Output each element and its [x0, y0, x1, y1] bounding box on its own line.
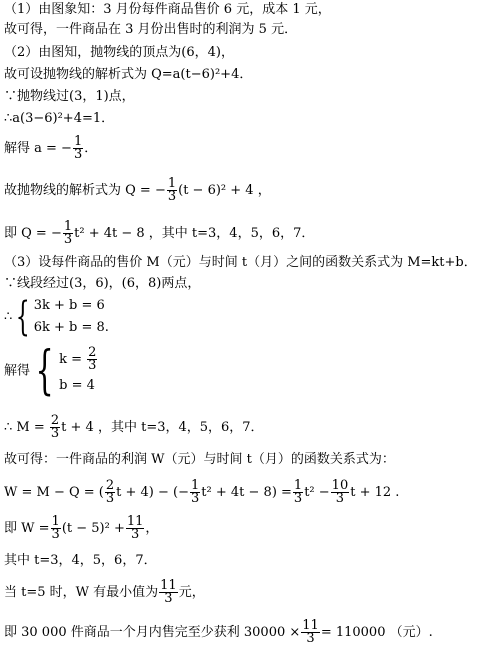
system-2-rows — [59, 345, 98, 397]
fraction-numerator: 1 — [73, 134, 83, 149]
equation-system-1 — [4, 295, 109, 339]
fraction-numerator: 1 — [293, 478, 303, 493]
fraction-numerator: 1 — [63, 219, 73, 234]
part2-line3: ∵抛物线过(3，1)点， — [4, 89, 135, 104]
fraction-numerator: 1 — [191, 478, 200, 493]
final-answer-suffix: = 110000 （元）. — [320, 625, 433, 640]
fraction-numerator: 11 — [160, 578, 177, 593]
fraction-denominator: 3 — [130, 527, 140, 542]
profit-vertex-form — [4, 516, 158, 541]
fraction-denominator: 3 — [164, 591, 173, 606]
derivation-part-c: t² + 4t − 8) = — [201, 485, 292, 500]
fraction-denominator: 3 — [293, 491, 303, 506]
system-2-prefix: 解得 — [4, 363, 31, 379]
derivation-part-d: t² − — [304, 485, 330, 500]
part1-line2: 故可得，一件商品在 3 月份出售时的利润为 5 元． — [4, 22, 298, 37]
fraction-denominator: 3 — [51, 527, 60, 542]
system-1-row-2: 6k + b = 8. — [33, 320, 109, 335]
left-brace: { — [35, 341, 54, 401]
fraction-numerator: 1 — [51, 514, 60, 529]
fraction — [301, 620, 320, 645]
price-prefix: ∴ M = — [4, 420, 45, 435]
fraction — [87, 347, 97, 372]
derivation-part-e: t + 12 . — [350, 485, 400, 500]
fraction-numerator: 2 — [105, 478, 115, 493]
part3-line2: ∵线段经过(3，6)，(6，8)两点， — [4, 276, 201, 291]
part3-domain-line: 其中 t=3，4，5，6，7． — [4, 553, 157, 568]
fraction-denominator: 3 — [73, 147, 83, 162]
solve-a-suffix: ． — [84, 141, 98, 156]
min-value-line — [4, 580, 205, 605]
fraction-denominator: 3 — [105, 491, 115, 506]
part2-parabola-vertex-form — [4, 178, 271, 203]
fraction — [63, 221, 73, 246]
fraction-numerator: 1 — [167, 176, 177, 191]
final-answer-prefix: 即 30 000 件商品一个月内售完至少获利 30000 × — [4, 625, 301, 640]
fraction — [167, 178, 177, 203]
fraction — [293, 480, 303, 505]
fraction — [331, 480, 350, 505]
system-1-rows — [34, 295, 109, 339]
part2-line1: （2）由图知，抛物线的顶点为(6，4)， — [4, 45, 234, 60]
profit-derivation — [4, 480, 399, 505]
part1-line1: （1）由图象知：3 月份每件商品售价 6 元，成本 1 元， — [4, 2, 331, 17]
fraction-denominator: 3 — [191, 491, 200, 506]
fraction — [73, 136, 83, 161]
vertex-form-prefix: 故抛物线的解析式为 Q = − — [4, 183, 166, 198]
vertex-form-suffix: (t − 6)² + 4 ， — [178, 183, 271, 198]
equation-system-2 — [4, 341, 98, 401]
system-1-prefix: ∴ — [4, 309, 13, 325]
system-2-row-2: b = 4 — [59, 378, 95, 393]
expanded-prefix: 即 Q = − — [4, 226, 62, 241]
part2-solve-a — [4, 136, 97, 161]
fraction — [126, 516, 145, 541]
fraction — [159, 580, 178, 605]
min-value-suffix: 元， — [178, 585, 205, 600]
system-2-row-1-prefix: k = — [59, 352, 83, 367]
part3-profit-intro: 故可得：一件商品的利润 W（元）与时间 t（月）的函数关系式为： — [4, 452, 395, 467]
fraction-denominator: 3 — [306, 631, 315, 646]
fraction-denominator: 3 — [335, 491, 345, 506]
fraction-numerator: 10 — [331, 478, 349, 493]
fraction-numerator: 2 — [88, 345, 97, 360]
fraction-denominator: 3 — [88, 358, 97, 373]
left-brace: { — [16, 294, 31, 340]
price-function — [4, 415, 264, 440]
fraction-numerator: 2 — [50, 413, 60, 428]
price-suffix: t + 4 ，其中 t=3，4，5，6，7． — [61, 420, 264, 435]
part3-line1: （3）设每件商品的售价 M（元）与时间 t（月）之间的函数关系式为 M=kt+b． — [4, 255, 477, 270]
profit-vertex-mid: (t − 5)² + — [61, 521, 125, 536]
derivation-part-a: W = M − Q = ( — [4, 485, 104, 500]
part2-line4: ∴a(3−6)²+4=1． — [4, 111, 115, 126]
fraction-denominator: 3 — [63, 232, 73, 247]
part2-parabola-expanded — [4, 221, 314, 246]
fraction — [190, 480, 200, 505]
solve-a-prefix: 解得 a = − — [4, 141, 72, 156]
system-1-row-1: 3k + b = 6 — [33, 298, 105, 313]
profit-vertex-prefix: 即 W = — [4, 521, 50, 536]
fraction-numerator: 11 — [302, 618, 319, 633]
final-answer-line — [4, 620, 433, 645]
fraction-denominator: 3 — [167, 189, 177, 204]
fraction-numerator: 11 — [126, 514, 144, 529]
expanded-suffix: t² + 4t − 8 ，其中 t=3，4，5，6，7． — [74, 226, 315, 241]
fraction — [51, 516, 61, 541]
fraction — [105, 480, 115, 505]
fraction-denominator: 3 — [50, 426, 60, 441]
derivation-part-b: t + 4) − (− — [116, 485, 190, 500]
system-2-row-1 — [59, 345, 98, 375]
min-value-prefix: 当 t=5 时，W 有最小值为 — [4, 585, 159, 600]
part2-line2: 故可设抛物线的解析式为 Q=a(t−6)²+4． — [4, 67, 253, 82]
fraction — [50, 415, 60, 440]
profit-vertex-suffix: ， — [145, 521, 159, 536]
